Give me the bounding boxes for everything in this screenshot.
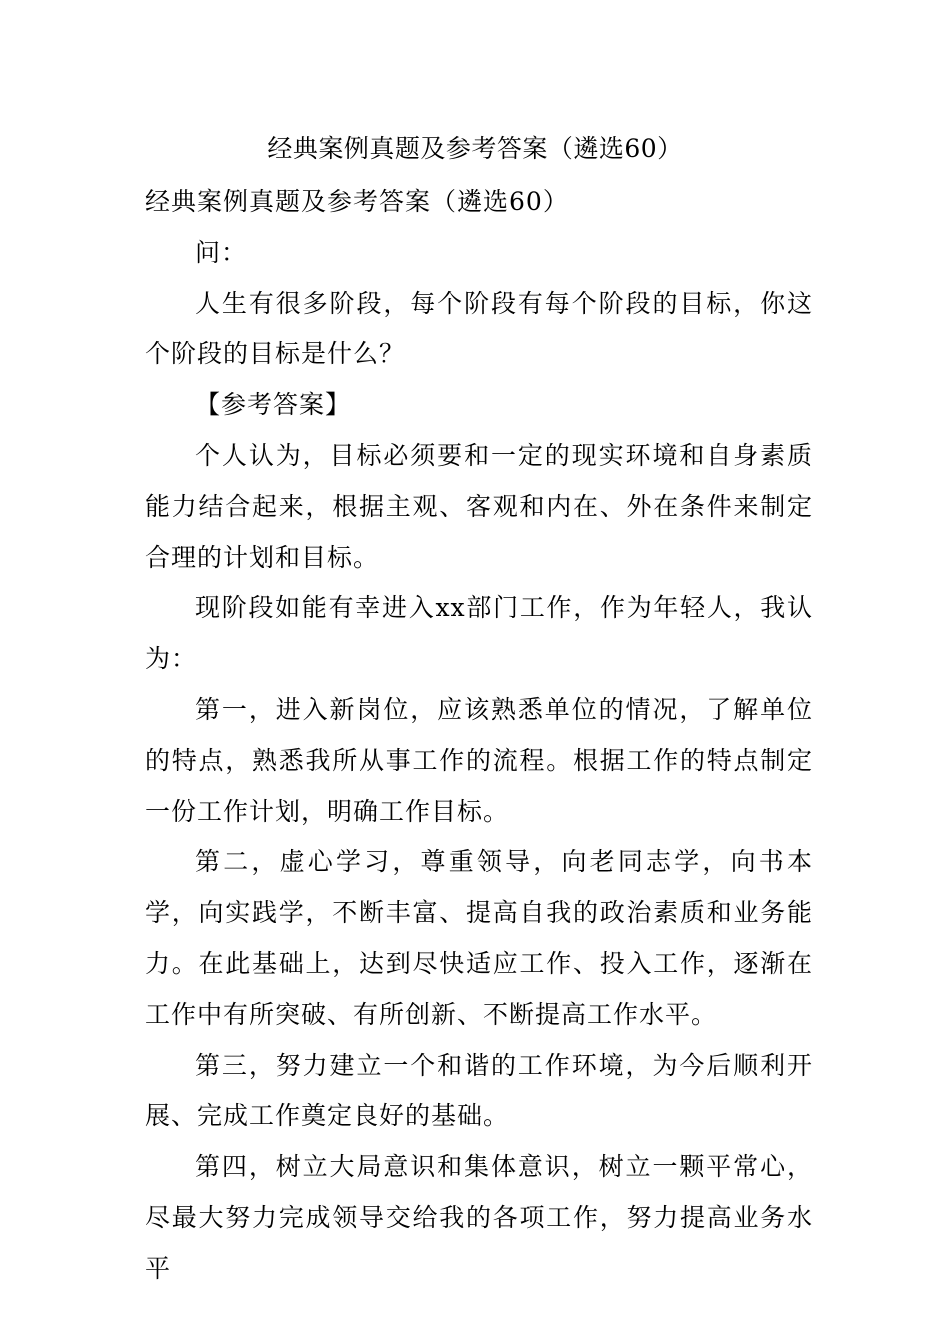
paragraph-point-1: 第一，进入新岗位，应该熟悉单位的情况，了解单位的特点，熟悉我所从事工作的流程。根据工作的特点制定一份工作计划，明确工作目标。 — [145, 694, 813, 826]
paragraph-question-label: 问： — [195, 237, 248, 267]
paragraph-subtitle: 经典案例真题及参考答案（遴选60） — [145, 187, 569, 216]
document-title: 经典案例真题及参考答案（遴选60） — [267, 134, 683, 163]
paragraph-question: 人生有很多阶段，每个阶段有每个阶段的目标，你这个阶段的目标是什么？ — [145, 288, 813, 369]
paragraph-answer-intro: 个人认为，目标必须要和一定的现实环境和自身素质能力结合起来，根据主观、客观和内在、外在条件来制定合理的计划和目标。 — [145, 440, 813, 572]
paragraph-answer-label: 【参考答案】 — [195, 390, 352, 420]
paragraph-point-2: 第二，虚心学习，尊重领导，向老同志学，向书本学，向实践学，不断丰富、提高自我的政治素质和业务能力。在此基础上，达到尽快适应工作、投入工作，逐渐在工作中有所突破、有所创新、不断提高工作水平。 — [145, 847, 813, 1029]
paragraph-current-stage: 现阶段如能有幸进入xx部门工作，作为年轻人，我认为： — [145, 593, 813, 674]
document-body — [145, 177, 813, 1295]
paragraph-point-3: 第三，努力建立一个和谐的工作环境，为今后顺利开展、完成工作奠定良好的基础。 — [145, 1050, 813, 1131]
paragraph-point-4: 第四，树立大局意识和集体意识，树立一颗平常心，尽最大努力完成领导交给我的各项工作，努力提高业务水平 — [145, 1152, 813, 1283]
